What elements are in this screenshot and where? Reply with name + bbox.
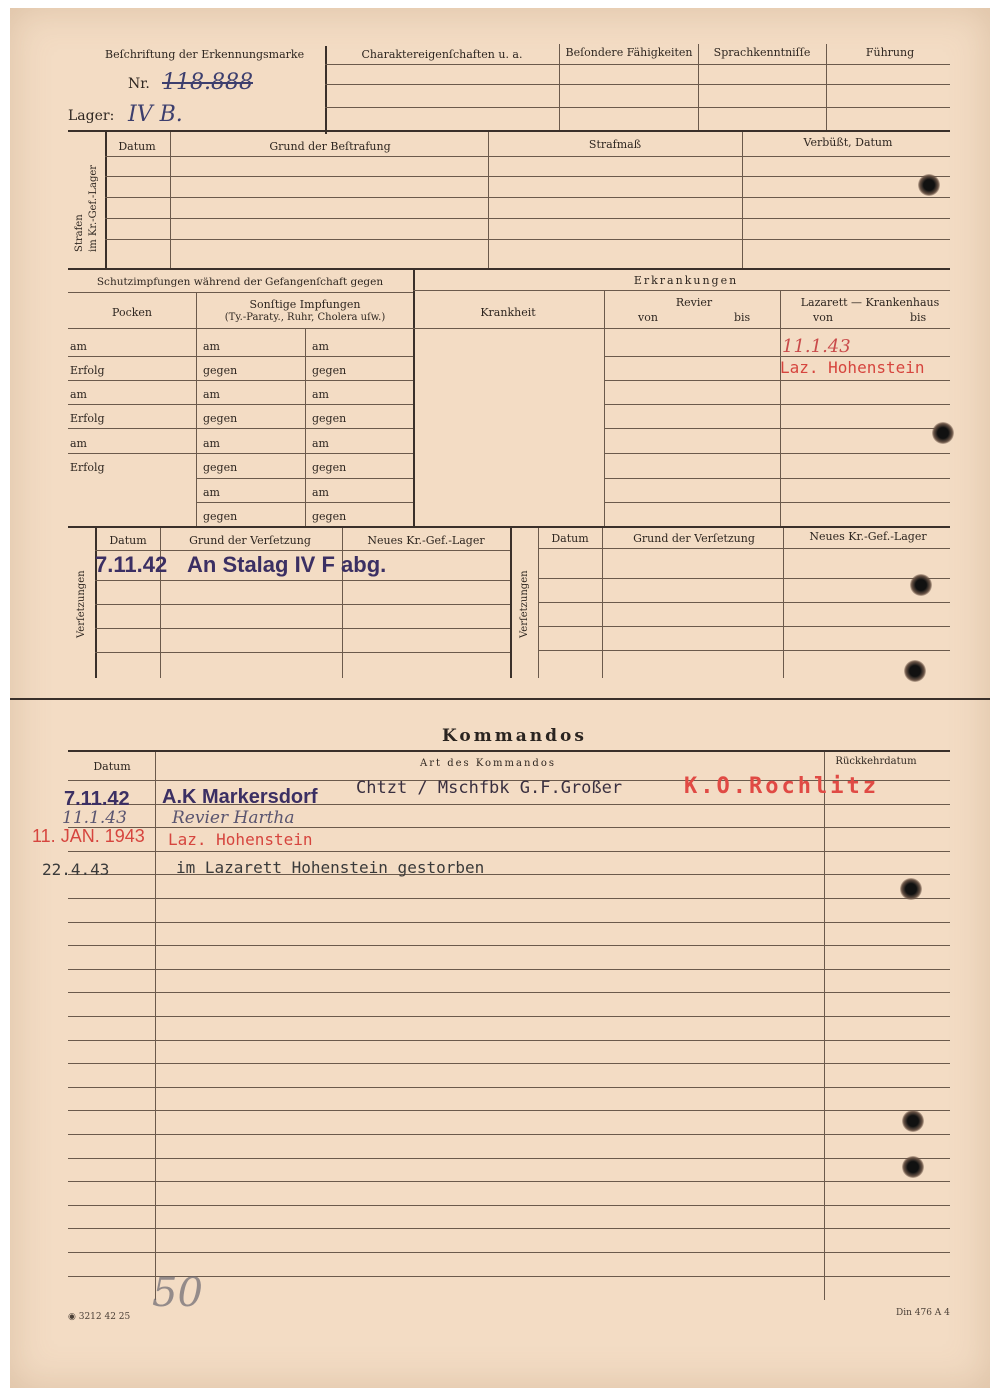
kom-row1-stamp: K.O.Rochlitz bbox=[684, 774, 879, 799]
impfungen-title: Schutzimpfungen während der Gefangenſchaft gegen bbox=[96, 276, 384, 288]
print-code: ◉ 3212 42 25 bbox=[68, 1312, 131, 1322]
s-am-4b: am bbox=[312, 486, 329, 499]
ruled-line bbox=[68, 1228, 950, 1229]
ruled-line bbox=[68, 1040, 950, 1041]
s-am-1b: am bbox=[312, 340, 329, 353]
kom-row2-date: 11.1.43 bbox=[62, 808, 127, 828]
col-revier: Revier bbox=[675, 296, 713, 309]
s-gegen-1b: gegen bbox=[312, 364, 347, 377]
s-am-4a: am bbox=[203, 486, 220, 499]
punch-hole bbox=[902, 1156, 924, 1178]
col-krankheit: Krankheit bbox=[480, 306, 536, 319]
revier-bis: bis bbox=[734, 311, 751, 324]
versetzung-text: An Stalag IV F abg. bbox=[187, 552, 387, 577]
kom-col-datum: Datum bbox=[93, 760, 131, 773]
erkrankung-stamp: Laz. Hohenstein bbox=[780, 358, 925, 377]
ruled-line bbox=[68, 898, 950, 899]
print-code-value: 3212 42 25 bbox=[78, 1312, 131, 1322]
kom-row4-text: im Lazarett Hohenstein gestorben bbox=[176, 858, 485, 877]
strafen-col-grund: Grund der Beſtrafung bbox=[269, 140, 391, 153]
s-am-2a: am bbox=[203, 388, 220, 401]
nr-label: Nr. bbox=[128, 76, 150, 92]
s-gegen-2b: gegen bbox=[312, 412, 347, 425]
col-lazarett: Lazarett — Krankenhaus bbox=[800, 296, 940, 309]
erkrankungen-title: Erkrankungen bbox=[633, 274, 739, 287]
ruled-line bbox=[68, 922, 950, 923]
versetzungen-side-right: Verſetzungen bbox=[519, 570, 530, 638]
kom-row4-date: 22.4.43 bbox=[42, 860, 110, 879]
s-gegen-4a: gegen bbox=[203, 510, 238, 523]
kom-row3-date: 11. JAN. 1943 bbox=[32, 826, 145, 846]
strafen-side-label: Strafen bbox=[74, 214, 85, 252]
pencil-mark: 50 bbox=[152, 1270, 203, 1316]
vers-col-datum: Datum bbox=[109, 534, 147, 547]
s-gegen-3a: gegen bbox=[203, 461, 238, 474]
impf-erfolg-3: Erfolg bbox=[70, 461, 105, 474]
strafen-col-strafmass: Strafmaß bbox=[588, 138, 642, 151]
erkennungsmarke-label: Beſchriftung der Erkennungsmarke bbox=[105, 48, 305, 61]
ruled-line bbox=[68, 1181, 950, 1182]
strafen-col-verbuesst: Verbüßt, Datum bbox=[803, 136, 893, 149]
col-charakter: Charaktereigenſchaften u. a. bbox=[361, 48, 523, 61]
kom-row2-text: Revier Hartha bbox=[172, 808, 295, 828]
s-am-2b: am bbox=[312, 388, 329, 401]
ruled-line bbox=[68, 1110, 950, 1111]
strafen-side-label-2: im Kr.-Gef.-Lager bbox=[88, 164, 99, 252]
ruled-line bbox=[68, 992, 950, 993]
col-fuehrung: Führung bbox=[865, 46, 915, 59]
vers2-col-grund: Grund der Verſetzung bbox=[633, 532, 755, 545]
vers2-col-neues: Neues Kr.-Gef.-Lager bbox=[809, 530, 927, 543]
impf-erfolg-2: Erfolg bbox=[70, 412, 105, 425]
nr-value: 118.888 bbox=[162, 70, 253, 95]
impf-am-1: am bbox=[70, 340, 87, 353]
col-sonstige-1: Sonſtige Impfungen bbox=[249, 298, 361, 311]
lager-label: Lager: bbox=[68, 108, 115, 124]
kom-col-art: Art des Kommandos bbox=[420, 758, 556, 769]
col-faehigkeiten: Beſondere Fähigkeiten bbox=[565, 46, 693, 59]
lazarett-bis: bis bbox=[910, 311, 927, 324]
col-sonstige-2: (Ty.-Paraty., Ruhr, Cholera uſw.) bbox=[224, 312, 386, 323]
strafen-col-datum: Datum bbox=[118, 140, 156, 153]
ruled-line bbox=[68, 1252, 950, 1253]
ruled-line bbox=[68, 1087, 950, 1088]
erkrankung-date: 11.1.43 bbox=[782, 336, 851, 357]
s-gegen-3b: gegen bbox=[312, 461, 347, 474]
s-gegen-1a: gegen bbox=[203, 364, 238, 377]
kom-row1-date: 7.11.42 bbox=[64, 788, 130, 810]
s-am-1a: am bbox=[203, 340, 220, 353]
kom-col-rueckkehr: Rückkehrdatum bbox=[835, 756, 917, 767]
punch-hole bbox=[900, 878, 922, 900]
punch-hole bbox=[902, 1110, 924, 1132]
kom-row1-text: A.K Markersdorf bbox=[162, 786, 318, 808]
impf-am-3: am bbox=[70, 437, 87, 450]
ruled-line bbox=[68, 969, 950, 970]
din-label: Din 476 A 4 bbox=[896, 1308, 950, 1318]
kommandos-title: Kommandos bbox=[442, 726, 587, 746]
kom-row1-typed: Chtzt / Mschfbk G.F.Großer bbox=[356, 778, 623, 798]
lager-value: IV B. bbox=[128, 102, 183, 127]
vers-col-grund: Grund der Verſetzung bbox=[189, 534, 311, 547]
impf-am-2: am bbox=[70, 388, 87, 401]
ruled-line bbox=[68, 945, 950, 946]
kom-row3-text: Laz. Hohenstein bbox=[168, 830, 313, 849]
revier-von: von bbox=[638, 311, 658, 324]
ruled-line bbox=[68, 1205, 950, 1206]
punch-hole bbox=[904, 660, 926, 682]
impf-erfolg-1: Erfolg bbox=[70, 364, 105, 377]
punch-hole bbox=[910, 574, 932, 596]
versetzungen-side-left: Verſetzungen bbox=[76, 570, 87, 638]
vers-col-neues: Neues Kr.-Gef.-Lager bbox=[367, 534, 485, 547]
col-sprach: Sprachkenntniſſe bbox=[713, 46, 811, 59]
punch-hole bbox=[918, 174, 940, 196]
col-pocken: Pocken bbox=[112, 306, 152, 319]
ruled-line bbox=[68, 851, 950, 852]
ruled-line bbox=[68, 1063, 950, 1064]
s-gegen-4b: gegen bbox=[312, 510, 347, 523]
s-gegen-2a: gegen bbox=[203, 412, 238, 425]
record-card bbox=[10, 8, 990, 1388]
s-am-3b: am bbox=[312, 437, 329, 450]
vers2-col-datum: Datum bbox=[551, 532, 589, 545]
punch-hole bbox=[932, 422, 954, 444]
versetzung-date: 7.11.42 bbox=[95, 552, 168, 577]
ruled-line bbox=[68, 1016, 950, 1017]
ruled-line bbox=[68, 1134, 950, 1135]
ruled-line bbox=[68, 1158, 950, 1159]
s-am-3a: am bbox=[203, 437, 220, 450]
lazarett-von: von bbox=[813, 311, 833, 324]
